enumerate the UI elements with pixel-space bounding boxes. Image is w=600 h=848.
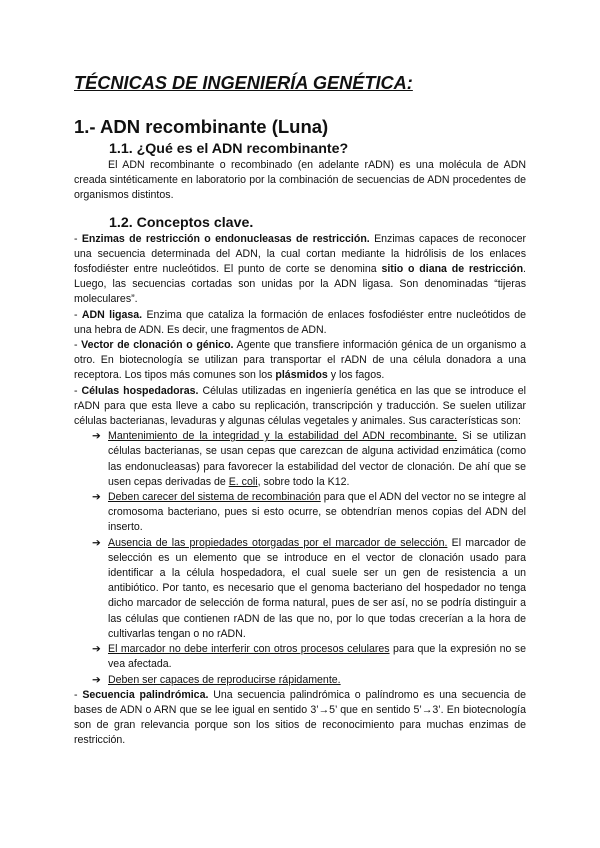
- list-item: [92, 642, 526, 672]
- subsection-heading-1: 1.1. ¿Qué es el ADN recombinante?: [109, 141, 349, 157]
- dash: -: [74, 384, 82, 397]
- item-underlined: E. coli: [228, 475, 258, 488]
- concept-palindromic-sequence: [74, 688, 526, 749]
- item-underlined: Deben ser capaces de reproducirse rápidamente.: [108, 673, 341, 686]
- concept-cloning-vector: [74, 338, 526, 384]
- subsection-heading-2: 1.2. Conceptos clave.: [109, 214, 254, 231]
- concept-text: . Luego, las secuencias cortadas son unidas por la ADN ligasa. Son denominadas “tijeras moleculares”.: [74, 263, 526, 306]
- concept-bold: sitio o diana de restricción: [381, 263, 524, 276]
- document-page: [74, 66, 526, 749]
- item-text: Si se utilizan células bacterianas, se usan cepas que carezcan de alguna actividad enzimática (como las endonucleasas) para favorecer la estabilidad del vector de clonación. De ahí que se usen cepas derivadas de: [108, 430, 526, 488]
- section-heading: 1.- ADN recombinante (Luna): [74, 116, 329, 137]
- list-item: [92, 490, 526, 536]
- dash: -: [74, 688, 83, 701]
- list-item: [92, 429, 526, 490]
- item-text: para que la expresión no se vea afectada.: [108, 643, 526, 671]
- host-cell-characteristics-list: [92, 429, 526, 687]
- concept-restriction-enzymes: [74, 232, 526, 308]
- item-underlined: El marcador no debe interferir con otros procesos celulares: [108, 643, 390, 656]
- concept-text: Una secuencia palindrómica o palíndromo es una secuencia de bases de ADN o ARN que se lee igual en sentido 3’→5’ que en sentido 5’→3’. En biotecnología son de gran relevancia porque son los sitios de reconocimiento para muchas enzimas de restricción.: [74, 688, 526, 747]
- dash: -: [74, 232, 82, 245]
- dash: -: [74, 308, 82, 321]
- concept-term: Secuencia palindrómica.: [82, 688, 209, 701]
- arrow-icon: ➔: [92, 430, 101, 443]
- document-title: TÉCNICAS DE INGENIERÍA GENÉTICA:: [74, 73, 413, 93]
- list-item: [92, 536, 526, 642]
- item-text: para que el ADN del vector no se integre al cromosoma bacteriano, pues si esto ocurre, se obtendrían menos copias del ADN del inserto.: [108, 491, 527, 534]
- dash: -: [74, 339, 82, 352]
- concept-text: Agente que transfiere información génica de un organismo a otro. En biotecnología se utilizan para transportar el rADN de una célula donadora a una receptora. Los tipos más comunes son los: [74, 339, 526, 382]
- concept-term: Vector de clonación o génico.: [81, 339, 234, 352]
- item-underlined: Ausencia de las propiedades otorgadas por el marcador de selección.: [108, 536, 448, 549]
- item-text: El marcador de selección es un elemento que se introduce en el vector de clonación usado para identificar a la célula hospedadora, el cual suele ser un gen de resistencia a un antibiótico. Por tanto, es necesario que el genoma bacteriano del hospedador no tenga dicho marcador de selección de forma natural, pues de ser así, no se podría distinguir a las células que contienen rADN de las que no, por lo que todas crecerían a la hora de cultivarlas tengan o no rADN.: [108, 536, 526, 640]
- arrow-icon: ➔: [92, 536, 101, 549]
- concept-text: Enzimas capaces de reconocer una secuencia determinada del ADN, la cual cortan mediante la hidrólisis de los enlaces fosfodiéster entre nucleótidos. El punto de corte se denomina: [74, 232, 526, 276]
- definition-paragraph: El ADN recombinante o recombinado (en adelante rADN) es una molécula de ADN creada sintéticamente en laboratorio por la combinación de secuencias de ADN procedentes de organismos distintos.: [74, 159, 526, 202]
- arrow-icon: ➔: [92, 491, 101, 504]
- item-underlined: Mantenimiento de la integridad y la estabilidad del ADN recombinante.: [108, 430, 458, 443]
- concept-term: Enzimas de restricción o endonucleasas de restricción.: [81, 232, 370, 245]
- concept-dna-ligase: [74, 308, 526, 338]
- list-item: [92, 673, 526, 688]
- concept-text: Enzima que cataliza la formación de enlaces fosfodiéster entre nucleótidos de una hebra de ADN. Es decir, une fragmentos de ADN.: [74, 308, 526, 336]
- concept-text: y los fagos.: [327, 369, 385, 382]
- item-underlined: Deben carecer del sistema de recombinación: [108, 491, 321, 504]
- concept-bold: plásmidos: [275, 369, 328, 382]
- concept-host-cells: [74, 384, 526, 430]
- concept-term: Células hospedadoras.: [81, 384, 199, 397]
- arrow-icon: ➔: [92, 643, 101, 656]
- arrow-icon: ➔: [92, 673, 101, 686]
- item-text: , sobre todo la K12.: [257, 475, 350, 488]
- concept-term: ADN ligasa.: [81, 308, 143, 321]
- concept-text: Células utilizadas en ingeniería genética en las que se introduce el rADN para que esta lleve a cabo su replicación, transcripción y traducción. Se suelen utilizar células bacterianas, levaduras y algunas células vegetales y animales. Sus características son:: [74, 384, 526, 428]
